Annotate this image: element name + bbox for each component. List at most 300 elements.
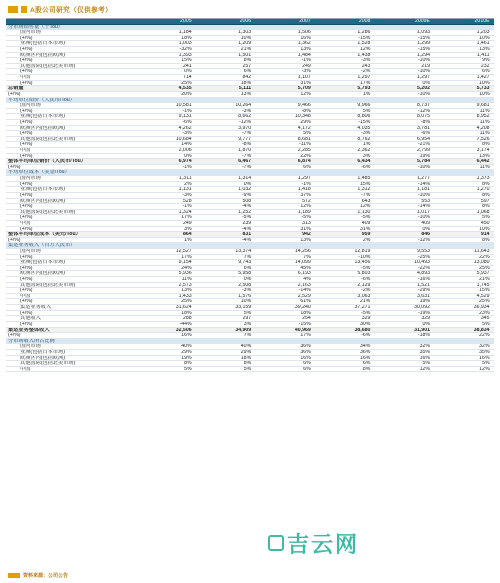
row-label: (+/%) xyxy=(20,254,33,260)
table-cell: 31,901 xyxy=(414,327,430,333)
table-cell: 1,438 xyxy=(357,52,371,58)
table-cell: -5% xyxy=(361,215,371,220)
table-cell: 249 xyxy=(182,220,192,226)
row-label: 平均单位成本（美金/Tou） xyxy=(8,170,70,176)
table-cell: -44% xyxy=(179,321,192,327)
logo-mark-icon xyxy=(8,6,18,13)
row-label: (+/%) xyxy=(20,265,33,271)
table-cell: 11% xyxy=(479,164,490,170)
table-cell xyxy=(255,170,315,175)
table-cell: 553 xyxy=(421,198,430,204)
table-cell: -5% xyxy=(361,265,371,271)
table-cell: -19% xyxy=(417,310,430,316)
row-label: 中国 xyxy=(20,75,31,80)
row-label: (+/%) xyxy=(8,91,21,97)
table-cell: 5% xyxy=(184,366,192,372)
table-cell: 508 xyxy=(242,198,252,204)
table-cell: -4% xyxy=(241,204,252,209)
table-cell: 2,573 xyxy=(178,282,192,288)
row-label: (+/%) xyxy=(20,299,33,305)
table-cell: -12% xyxy=(239,119,252,125)
table-cell: 1,485 xyxy=(357,176,371,181)
table-cell: -8% xyxy=(301,108,311,114)
table-cell: 2,799 xyxy=(416,148,430,153)
table-cell: -4% xyxy=(241,226,252,232)
table-cell xyxy=(255,25,315,30)
table-cell: 40% xyxy=(240,344,252,349)
table-cell: 11% xyxy=(181,277,192,282)
table-cell: 2,285 xyxy=(297,148,311,153)
table-row xyxy=(6,367,494,373)
table-cell: 14,256 xyxy=(294,248,311,254)
table-cell: 1,312 xyxy=(357,187,371,192)
table-cell: 1,203 xyxy=(476,30,490,35)
table-cell: 15% xyxy=(359,181,371,187)
row-label: 国内市场 xyxy=(20,30,41,35)
table-cell: 7% xyxy=(243,254,252,260)
table-cell: 8,075 xyxy=(416,114,430,119)
table-cell: 6% xyxy=(362,361,371,366)
table-cell: 5,202 xyxy=(416,86,430,91)
table-cell: -7% xyxy=(241,153,252,159)
table-cell: 22% xyxy=(300,153,311,159)
table-cell: -18% xyxy=(417,333,430,338)
table-cell: 1,576 xyxy=(238,293,252,299)
table-cell: 6,442 xyxy=(476,159,490,164)
brand-logo xyxy=(8,5,188,13)
table-cell: 11% xyxy=(479,131,490,136)
table-cell: 5,111 xyxy=(238,86,252,91)
table-cell xyxy=(255,339,315,344)
table-cell: 0% xyxy=(422,321,430,327)
table-cell: 2008 xyxy=(358,19,371,24)
table-cell: 2,129 xyxy=(357,282,371,288)
table-cell: 14,099 xyxy=(294,260,311,265)
table-cell: 16% xyxy=(300,35,311,41)
row-label: 集运业务整体收入 xyxy=(8,327,50,333)
table-cell: 10,264 xyxy=(235,103,252,108)
row-label: 平均单位销价（人民币/Tou） xyxy=(8,97,75,103)
table-cell: 1,461 xyxy=(476,41,490,47)
table-cell: 17% xyxy=(181,254,192,260)
table-cell xyxy=(315,170,375,175)
table-cell: 13% xyxy=(181,288,192,293)
row-label: (+/%) xyxy=(20,47,33,52)
table-cell: 714 xyxy=(182,75,192,80)
table-cell: 1,373 xyxy=(476,176,490,181)
table-cell: 914 xyxy=(480,232,490,237)
table-cell: -6% xyxy=(361,333,371,338)
table-cell: 36,934 xyxy=(473,305,490,310)
footer xyxy=(8,572,138,578)
table-cell: 1,393 xyxy=(178,52,192,58)
table-cell: 32% xyxy=(479,344,490,349)
table-cell: 5,709 xyxy=(297,86,311,91)
table-cell: 12% xyxy=(359,204,371,209)
table-cell: 9% xyxy=(482,58,490,63)
table-cell: 37,271 xyxy=(354,305,371,310)
table-cell: 1,252 xyxy=(238,209,252,215)
row-label: 其他收入 xyxy=(20,316,41,321)
table-cell: 239 xyxy=(242,220,252,226)
table-cell: 329 xyxy=(361,316,371,321)
table-cell: 35% xyxy=(419,349,430,355)
table-cell xyxy=(374,243,434,248)
table-cell: 8% xyxy=(482,237,490,243)
table-cell: 16% xyxy=(359,355,371,361)
row-label: 中国 xyxy=(20,293,31,299)
table-cell xyxy=(374,25,434,30)
row-label: (+/%) xyxy=(20,58,33,63)
table-cell: 313 xyxy=(302,220,311,226)
table-cell: 33,159 xyxy=(235,305,252,310)
table-cell: 5,958 xyxy=(238,271,252,277)
table-cell: 0% xyxy=(243,277,252,282)
table-cell: 4% xyxy=(303,277,311,282)
watermark xyxy=(268,528,378,558)
table-cell: -21% xyxy=(417,142,430,148)
table-cell: 12,527 xyxy=(175,248,192,254)
table-cell: 7,526 xyxy=(476,136,490,142)
table-cell: 864 xyxy=(182,232,192,237)
row-label: 总销量 xyxy=(8,86,24,91)
table-cell: 15% xyxy=(479,288,490,293)
table-cell: 61% xyxy=(300,299,311,305)
row-label: 亚洲(包括日本市场) xyxy=(20,114,65,119)
table-cell: 8% xyxy=(184,361,192,366)
table-cell: 8,762 xyxy=(357,136,371,142)
row-label: 分市场销售量（千Tou） xyxy=(8,24,64,30)
table-cell: 7% xyxy=(243,333,252,338)
table-cell: 10% xyxy=(479,80,490,86)
table-cell: 3,063 xyxy=(357,293,371,299)
table-cell: -15% xyxy=(298,321,311,327)
table-cell: 38,680 xyxy=(354,327,371,333)
row-label: (+/%) xyxy=(20,181,33,187)
table-cell: 32,506 xyxy=(175,327,192,333)
table-cell: 15% xyxy=(181,58,192,63)
table-cell: 2,006 xyxy=(178,148,192,153)
table-cell: 38,834 xyxy=(473,327,490,333)
table-cell: 4,262 xyxy=(178,125,192,131)
table-cell: 1,433 xyxy=(178,293,192,299)
row-label: (+/%) xyxy=(20,142,33,148)
table-cell: -8% xyxy=(241,142,252,148)
table-cell: -14% xyxy=(417,181,430,187)
table-cell: 345 xyxy=(480,316,490,321)
table-cell: 409 xyxy=(421,220,430,226)
table-cell: 831 xyxy=(242,232,252,237)
table-cell: 20% xyxy=(181,91,192,97)
table-cell: 21% xyxy=(479,277,490,282)
table-cell: 1,362 xyxy=(297,41,311,47)
table-cell: -1% xyxy=(182,108,192,114)
row-label: 其他国际(包括北美市场) xyxy=(20,282,76,288)
table-cell: -9% xyxy=(241,192,252,198)
table-cell: 12% xyxy=(419,366,430,372)
table-cell: 2007 xyxy=(299,19,311,24)
table-cell xyxy=(255,243,315,248)
table-cell: 37% xyxy=(300,192,311,198)
row-label: 国内市场 xyxy=(20,176,41,181)
row-label: 欧洲区内(包括欧洲) xyxy=(20,198,65,204)
table-cell xyxy=(136,339,196,344)
table-cell: 13% xyxy=(300,47,311,52)
table-cell: 1,501 xyxy=(238,52,252,58)
table-cell: 8,806 xyxy=(357,114,371,119)
table-cell: 1,277 xyxy=(416,176,430,181)
row-label: 整体平均单位成本（美元/Tou） xyxy=(8,232,81,237)
table-cell: 1,131 xyxy=(178,187,192,192)
table-cell: 3% xyxy=(243,321,252,327)
table-cell xyxy=(255,98,315,103)
table-cell: 35% xyxy=(479,349,490,355)
table-cell: 21% xyxy=(359,299,371,305)
table-cell: -1% xyxy=(301,58,311,63)
table-cell: 24% xyxy=(181,265,192,271)
table-cell xyxy=(374,170,434,175)
table-cell: -16% xyxy=(417,277,430,282)
table-cell: 2,163 xyxy=(297,282,311,288)
table-cell: 5,784 xyxy=(416,159,430,164)
table-cell: -22% xyxy=(417,265,430,271)
table-cell: -1% xyxy=(182,164,192,170)
table-cell: 842 xyxy=(242,75,252,80)
row-label xyxy=(6,19,136,24)
table-cell: -15% xyxy=(417,47,430,52)
table-cell: 10,348 xyxy=(294,114,311,119)
table-cell: 1,297 xyxy=(297,176,311,181)
row-label: 其他国际(包括北美市场) xyxy=(20,209,76,215)
table-cell: 8% xyxy=(243,58,252,63)
table-cell: -7% xyxy=(241,164,252,170)
table-cell: 10,493 xyxy=(414,260,430,265)
table-cell: -11% xyxy=(299,142,311,148)
row-label: 亚洲(包括日本市场) xyxy=(20,41,65,47)
table-cell: 1,411 xyxy=(476,52,490,58)
row-label: (+/%) xyxy=(8,164,21,170)
table-cell: 30,092 xyxy=(414,305,430,310)
table-cell: 5,803 xyxy=(357,271,371,277)
table-cell: 9,466 xyxy=(297,103,311,108)
table-cell: 5,793 xyxy=(357,86,371,91)
table-cell: 1,286 xyxy=(357,30,371,35)
table-cell: -6% xyxy=(361,277,371,282)
table-cell: 18% xyxy=(240,355,252,361)
table-cell: 8,952 xyxy=(476,114,490,119)
table-cell xyxy=(196,170,256,175)
table-cell: -15% xyxy=(358,119,371,125)
table-cell: -6% xyxy=(420,131,430,136)
row-label: 其他国际(包括北美市场) xyxy=(20,63,76,69)
table-cell: -4% xyxy=(241,237,252,243)
table-cell: 3% xyxy=(184,226,192,232)
table-cell: 8,681 xyxy=(297,136,311,142)
table-cell: -14% xyxy=(417,204,430,209)
table-cell: 39,240 xyxy=(294,305,311,310)
table-cell: 6,874 xyxy=(297,159,311,164)
table-cell: 2,508 xyxy=(238,282,252,288)
table-cell: 9,681 xyxy=(476,103,490,108)
table-cell: 5% xyxy=(482,215,490,220)
table-cell: 942 xyxy=(302,232,311,237)
table-cell: 1% xyxy=(184,237,192,243)
table-cell xyxy=(196,98,256,103)
logo-mark-icon xyxy=(21,6,27,13)
row-label: (+/%) xyxy=(8,237,21,243)
table-cell: 23% xyxy=(479,310,490,316)
row-label: (+/%) xyxy=(20,277,33,282)
table-cell: 1,189 xyxy=(297,209,311,215)
table-cell: 1,270 xyxy=(476,187,490,192)
table-cell: 6% xyxy=(243,265,252,271)
table-cell: 243 xyxy=(361,63,371,69)
table-cell: 257 xyxy=(242,63,252,69)
row-label: 分市场收入所占比例 xyxy=(8,338,55,344)
table-cell: 1,032 xyxy=(238,187,252,192)
table-cell xyxy=(374,339,434,344)
table-cell: 6% xyxy=(303,361,311,366)
table-cell: -10% xyxy=(417,58,430,63)
table-cell: -10% xyxy=(417,69,430,75)
table-cell: 36% xyxy=(300,344,311,349)
table-cell: 1,311 xyxy=(178,176,192,181)
table-cell xyxy=(136,170,196,175)
table-cell xyxy=(136,25,196,30)
table-cell: 2010E xyxy=(474,19,490,24)
table-cell xyxy=(374,98,434,103)
logo-text: A股公司研究（仅供参考） xyxy=(30,7,113,14)
table-cell: 6,974 xyxy=(178,159,192,164)
table-cell: 2009E xyxy=(414,19,430,24)
table-cell: 1,418 xyxy=(297,187,311,192)
top-bar xyxy=(0,0,500,18)
table-cell: 3,970 xyxy=(238,125,252,131)
table-cell xyxy=(434,339,494,344)
table-cell: 1,107 xyxy=(297,75,311,80)
table-cell: -3% xyxy=(182,192,192,198)
table-cell: 25% xyxy=(479,265,490,271)
table-cell: 36% xyxy=(300,349,311,355)
table-cell: 5% xyxy=(482,321,490,327)
table-cell: 9,154 xyxy=(178,260,192,265)
table-cell: 7% xyxy=(303,254,311,260)
row-label: (+/%) xyxy=(20,119,33,125)
table-cell: 0% xyxy=(243,181,252,187)
table-cell: 6% xyxy=(482,69,490,75)
row-label: (+/%) xyxy=(20,204,33,209)
table-cell: 25% xyxy=(479,299,490,305)
table-cell: 17% xyxy=(359,80,371,86)
table-cell: 1,017 xyxy=(416,209,430,215)
table-cell: 5,733 xyxy=(476,86,490,91)
table-cell: 11% xyxy=(479,108,490,114)
table-cell: 9,777 xyxy=(238,136,252,142)
table-cell xyxy=(315,98,375,103)
row-label: 国内市场 xyxy=(20,103,41,108)
table-cell: 288 xyxy=(182,316,192,321)
table-cell: 6% xyxy=(243,69,252,75)
watermark-icon xyxy=(268,535,284,551)
table-cell: -3% xyxy=(241,108,252,114)
table-cell: 9,966 xyxy=(357,103,371,108)
table-cell: -2% xyxy=(361,288,371,293)
table-cell: 18% xyxy=(300,310,311,316)
table-cell: 29% xyxy=(181,349,192,355)
table-cell: 959 xyxy=(361,232,371,237)
table-cell: 249 xyxy=(302,63,311,69)
table-cell: 13% xyxy=(240,91,252,97)
table-cell: 22% xyxy=(479,333,490,338)
table-cell: 232 xyxy=(480,63,490,69)
table-cell: 34% xyxy=(359,344,371,349)
table-cell: 0% xyxy=(422,80,430,86)
table-cell: 13% xyxy=(479,153,490,159)
row-label: (+/%) xyxy=(20,226,33,232)
table-cell: -10% xyxy=(358,254,371,260)
table-cell: 31% xyxy=(300,226,311,232)
table-cell xyxy=(434,98,494,103)
table-cell: 40,969 xyxy=(294,327,311,333)
table-cell: 5,937 xyxy=(476,271,490,277)
table-cell: 31,624 xyxy=(175,305,192,310)
row-label: (+/%) xyxy=(20,131,33,136)
table-cell: 16% xyxy=(181,333,192,338)
table-cell: -10% xyxy=(417,91,430,97)
row-label: 亚洲(包括日本市场) xyxy=(20,187,65,192)
table-cell: 8% xyxy=(362,366,371,372)
table-cell: -14% xyxy=(298,288,311,293)
table-cell: 5% xyxy=(362,108,371,114)
table-cell: 1% xyxy=(362,91,371,97)
table-cell: 9,131 xyxy=(178,114,192,119)
row-label: (+/%) xyxy=(20,153,33,159)
table-cell: 1,093 xyxy=(416,30,430,35)
table-cell: 1% xyxy=(362,142,371,148)
table-cell: 12% xyxy=(300,204,311,209)
table-cell: -5% xyxy=(301,215,311,220)
table-cell: 45% xyxy=(300,265,311,271)
table-cell: 32% xyxy=(419,344,430,349)
table-cell: 10% xyxy=(479,35,490,41)
table-cell: 8,737 xyxy=(416,103,430,108)
table-cell: 8% xyxy=(482,142,490,148)
table-cell: 9,553 xyxy=(416,248,430,254)
table-cell: 572 xyxy=(302,198,311,204)
table-cell: 30% xyxy=(359,321,371,327)
table-cell: 29% xyxy=(300,119,311,125)
row-label: 中国 xyxy=(20,366,31,372)
table-cell: 1,209 xyxy=(238,41,252,47)
table-cell: -12% xyxy=(417,108,430,114)
table-cell: -6% xyxy=(361,164,371,170)
table-cell: 1,314 xyxy=(238,176,252,181)
table-cell: 10% xyxy=(479,91,490,97)
table-cell: 329 xyxy=(421,316,430,321)
row-label: 欧洲区内(包括欧洲) xyxy=(20,125,65,131)
table-cell: 6,954 xyxy=(416,136,430,142)
table-cell: 10% xyxy=(240,35,252,41)
table-cell: -7% xyxy=(241,131,252,136)
table-cell: 6% xyxy=(303,164,311,170)
table-cell: -5% xyxy=(361,310,371,316)
table-cell: 13,080 xyxy=(473,260,490,265)
table-cell: 18% xyxy=(240,80,252,86)
table-cell: -1% xyxy=(182,204,192,209)
table-cell: 8% xyxy=(482,204,490,209)
table-cell: 5% xyxy=(422,361,430,366)
table-cell: 254 xyxy=(302,316,311,321)
